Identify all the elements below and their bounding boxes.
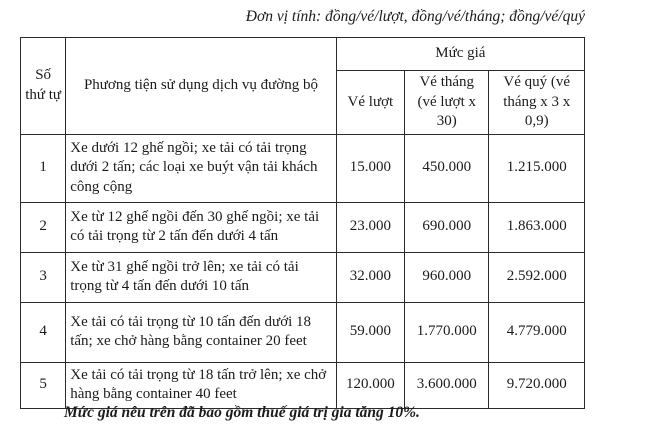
table-row [21, 252, 585, 302]
price-monthly: 960.000 [405, 252, 489, 302]
price-per-trip: 23.000 [336, 202, 404, 252]
price-quarterly: 9.720.000 [489, 362, 585, 408]
price-quarterly: 4.779.000 [489, 302, 585, 362]
header-monthly: Vé tháng (vé lượt x 30) [405, 71, 489, 135]
unit-note: Đơn vị tính: đồng/vé/lượt, đồng/vé/tháng; đồng/vé/quý [245, 8, 585, 25]
price-monthly: 1.770.000 [405, 302, 489, 362]
vehicle-description: Xe từ 12 ghế ngồi đến 30 ghế ngồi; xe tải có tải trọng từ 2 tấn đến dưới 4 tấn [66, 202, 336, 252]
header-vehicle: Phương tiện sử dụng dịch vụ đường bộ [66, 38, 336, 135]
vehicle-description: Xe dưới 12 ghế ngồi; xe tải có tải trọng dưới 2 tấn; các loại xe buýt vận tải khách công cộng [66, 134, 336, 202]
table-row [21, 362, 585, 408]
header-stt: Số thứ tự [21, 38, 66, 135]
row-number: 2 [21, 202, 66, 252]
price-monthly: 3.600.000 [405, 362, 489, 408]
toll-price-table [20, 37, 585, 409]
price-per-trip: 15.000 [336, 134, 404, 202]
row-number: 1 [21, 134, 66, 202]
price-monthly: 690.000 [405, 202, 489, 252]
price-quarterly: 1.863.000 [489, 202, 585, 252]
price-per-trip: 32.000 [336, 252, 404, 302]
table-row [21, 302, 585, 362]
vehicle-description: Xe từ 31 ghế ngồi trở lên; xe tải có tải trọng từ 4 tấn đến dưới 10 tấn [66, 252, 336, 302]
header-per-trip: Vé lượt [336, 71, 404, 135]
price-monthly: 450.000 [405, 134, 489, 202]
row-number: 3 [21, 252, 66, 302]
header-quarterly: Vé quý (vé tháng x 3 x 0,9) [489, 71, 585, 135]
row-number: 4 [21, 302, 66, 362]
price-quarterly: 1.215.000 [489, 134, 585, 202]
footer-note: Mức giá nêu trên đã bao gồm thuế giá trị gia tăng 10%. [64, 404, 420, 421]
row-number: 5 [21, 362, 66, 408]
table-header-row-top [21, 38, 585, 71]
vehicle-description: Xe tải có tải trọng từ 18 tấn trở lên; xe chở hàng bằng container 40 feet [66, 362, 336, 408]
price-per-trip: 59.000 [336, 302, 404, 362]
header-price-group: Mức giá [336, 38, 584, 71]
price-quarterly: 2.592.000 [489, 252, 585, 302]
table-row [21, 202, 585, 252]
table-row [21, 134, 585, 202]
price-per-trip: 120.000 [336, 362, 404, 408]
vehicle-description: Xe tải có tải trọng từ 10 tấn đến dưới 18 tấn; xe chở hàng bằng container 20 feet [66, 302, 336, 362]
